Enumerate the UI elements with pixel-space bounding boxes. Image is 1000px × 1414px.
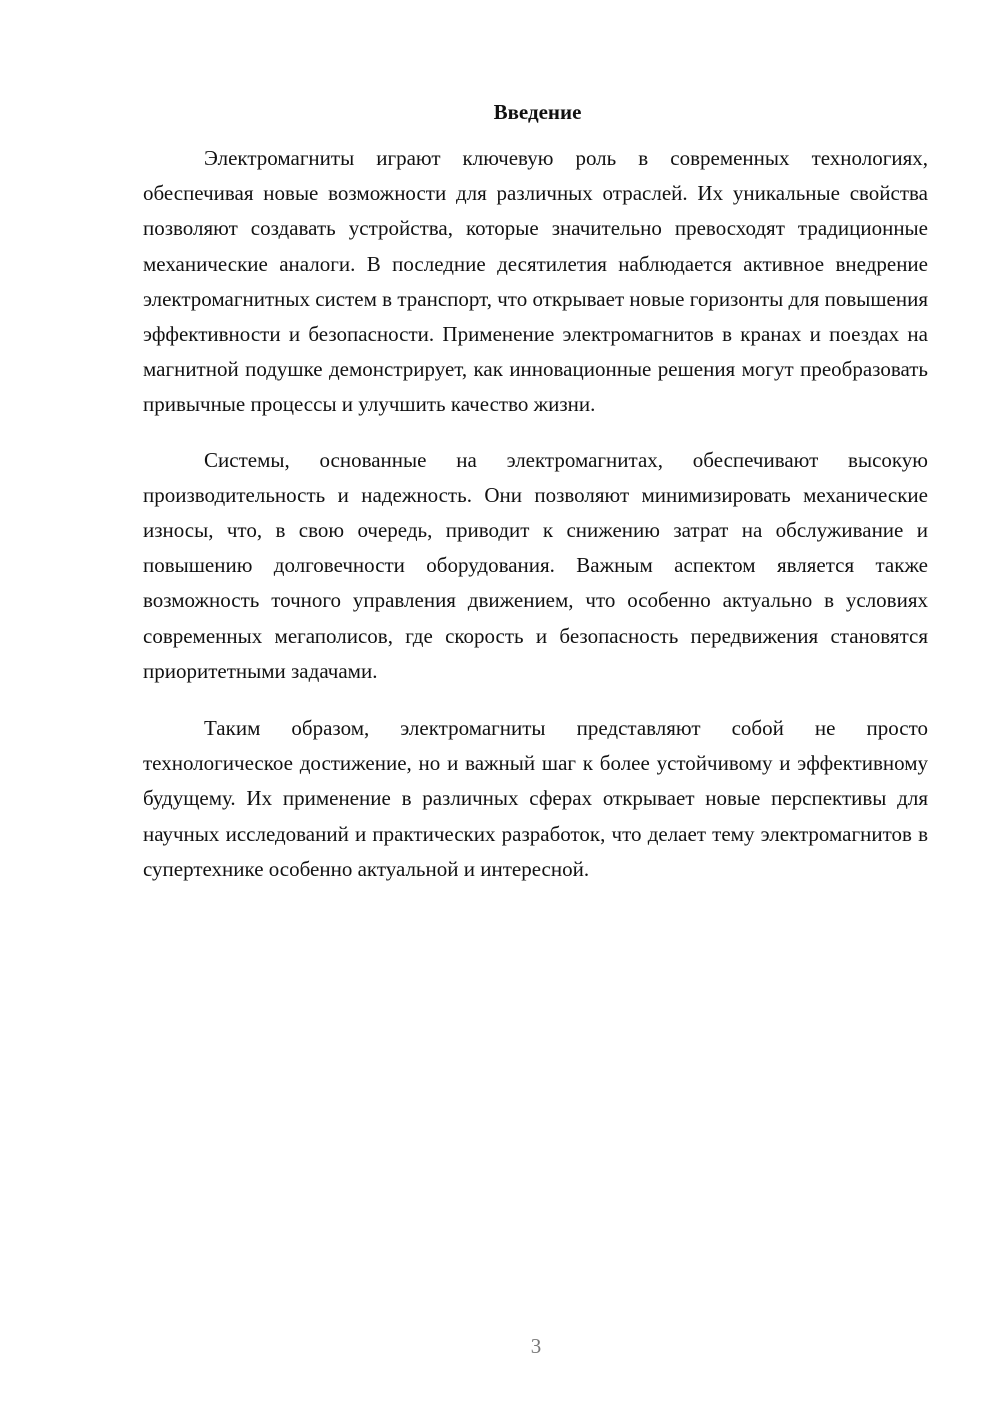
paragraph-2: Системы, основанные на электромагнитах, обеспечивают высокую производительность и надежность. Они позволяют минимизировать механические износы, что, в свою очередь, приводит к снижению затрат на обслуживание и повышению долговечности оборудования. Важным аспектом является также возможность точного управления движением, что особенно актуально в условиях современных мегаполисов, где скорость и безопасность передвижения становятся приоритетными задачами. — [143, 447, 928, 683]
page-number: 3 — [530, 1334, 542, 1358]
paragraph-3: Таким образом, электромагниты представляют собой не просто технологическое достижение, но и важный шаг к более устойчивому и эффективному будущему. Их применение в различных сферах открывает новые перспективы для научных исследований и практических разработок, что делает тему электромагнитов в супертехнике особенно актуальной и интересной. — [143, 716, 928, 881]
paragraph-1: Электромагниты играют ключевую роль в современных технологиях, обеспечивая новые возможности для различных отраслей. Их уникальные свойства позволяют создавать устройства, которые значительно превосходят традиционные механические аналоги. В последние десятилетия наблюдается активное внедрение электромагнитных систем в транспорт, что открывает новые горизонты для повышения эффективности и безопасности. Применение электромагнитов в кранах и поездах на магнитной подушке демонстрирует, как инновационные решения могут преобразовать привычные процессы и улучшить качество жизни. — [143, 146, 928, 417]
document-body — [143, 96, 928, 887]
section-heading: Введение — [493, 100, 582, 124]
